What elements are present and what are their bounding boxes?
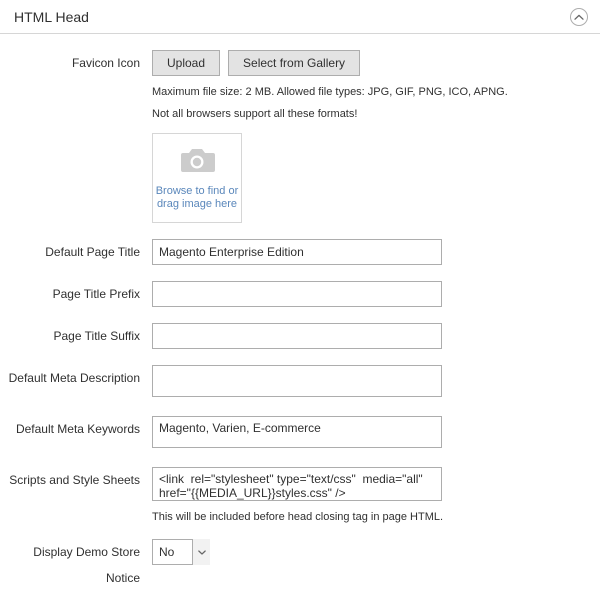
page-title-prefix-label: Page Title Prefix (52, 287, 140, 301)
favicon-note-filetypes: Maximum file size: 2 MB. Allowed file types: JPG, GIF, PNG, ICO, APNG. (152, 86, 508, 98)
image-dropzone[interactable] (152, 133, 242, 223)
favicon-note-browsers: Not all browsers support all these formats! (152, 108, 358, 120)
dropzone-line-1: Browse to find or (155, 184, 239, 197)
field-default-page-title (0, 239, 600, 265)
default-page-title-control (152, 239, 600, 265)
page-title-prefix-control (152, 281, 600, 307)
field-page-title-suffix (0, 323, 600, 349)
scripts-and-style-sheets-control (152, 467, 600, 523)
page-title: HTML Head (14, 8, 89, 25)
select-from-gallery-button[interactable]: Select from Gallery (228, 50, 360, 76)
display-demo-store-notice-select-wrap[interactable] (152, 539, 210, 565)
scripts-and-style-sheets-label: Scripts and Style Sheets (9, 473, 140, 487)
scripts-and-style-sheets-textarea[interactable] (152, 467, 442, 501)
field-page-title-prefix (0, 281, 600, 307)
field-default-meta-keywords (0, 416, 600, 451)
favicon-buttons (152, 50, 582, 76)
default-meta-description-control (152, 365, 600, 400)
display-demo-store-notice-select[interactable] (152, 539, 210, 565)
default-meta-description-textarea[interactable] (152, 365, 442, 397)
html-head-form (0, 34, 600, 591)
field-display-demo-store-notice (0, 539, 600, 591)
page-title-suffix-control (152, 323, 600, 349)
field-favicon-icon (0, 50, 600, 223)
default-meta-keywords-textarea[interactable] (152, 416, 442, 448)
scripts-hint: This will be included before head closing tag in page HTML. (152, 511, 444, 523)
display-demo-store-notice-label: Display Demo Store Notice (33, 545, 140, 585)
panel-header[interactable] (0, 0, 600, 34)
field-scripts-and-style-sheets (0, 467, 600, 523)
favicon-icon-label: Favicon Icon (71, 56, 140, 70)
default-meta-keywords-control (152, 416, 600, 451)
default-meta-description-label: Default Meta Description (8, 371, 140, 385)
page-title-prefix-input[interactable] (152, 281, 442, 307)
page-title-suffix-input[interactable] (152, 323, 442, 349)
dropzone-line-2: drag image here (156, 197, 238, 210)
dropzone-text (156, 185, 239, 211)
default-meta-keywords-label: Default Meta Keywords (15, 422, 140, 436)
field-default-meta-description (0, 365, 600, 400)
upload-button[interactable]: Upload (152, 50, 220, 76)
display-demo-store-notice-control (152, 539, 600, 565)
default-page-title-label: Default Page Title (45, 245, 140, 259)
page-title-suffix-label: Page Title Suffix (53, 329, 140, 343)
favicon-icon-control (152, 50, 600, 223)
camera-icon (179, 146, 215, 177)
default-page-title-input[interactable] (152, 239, 442, 265)
chevron-up-icon[interactable] (570, 8, 588, 26)
